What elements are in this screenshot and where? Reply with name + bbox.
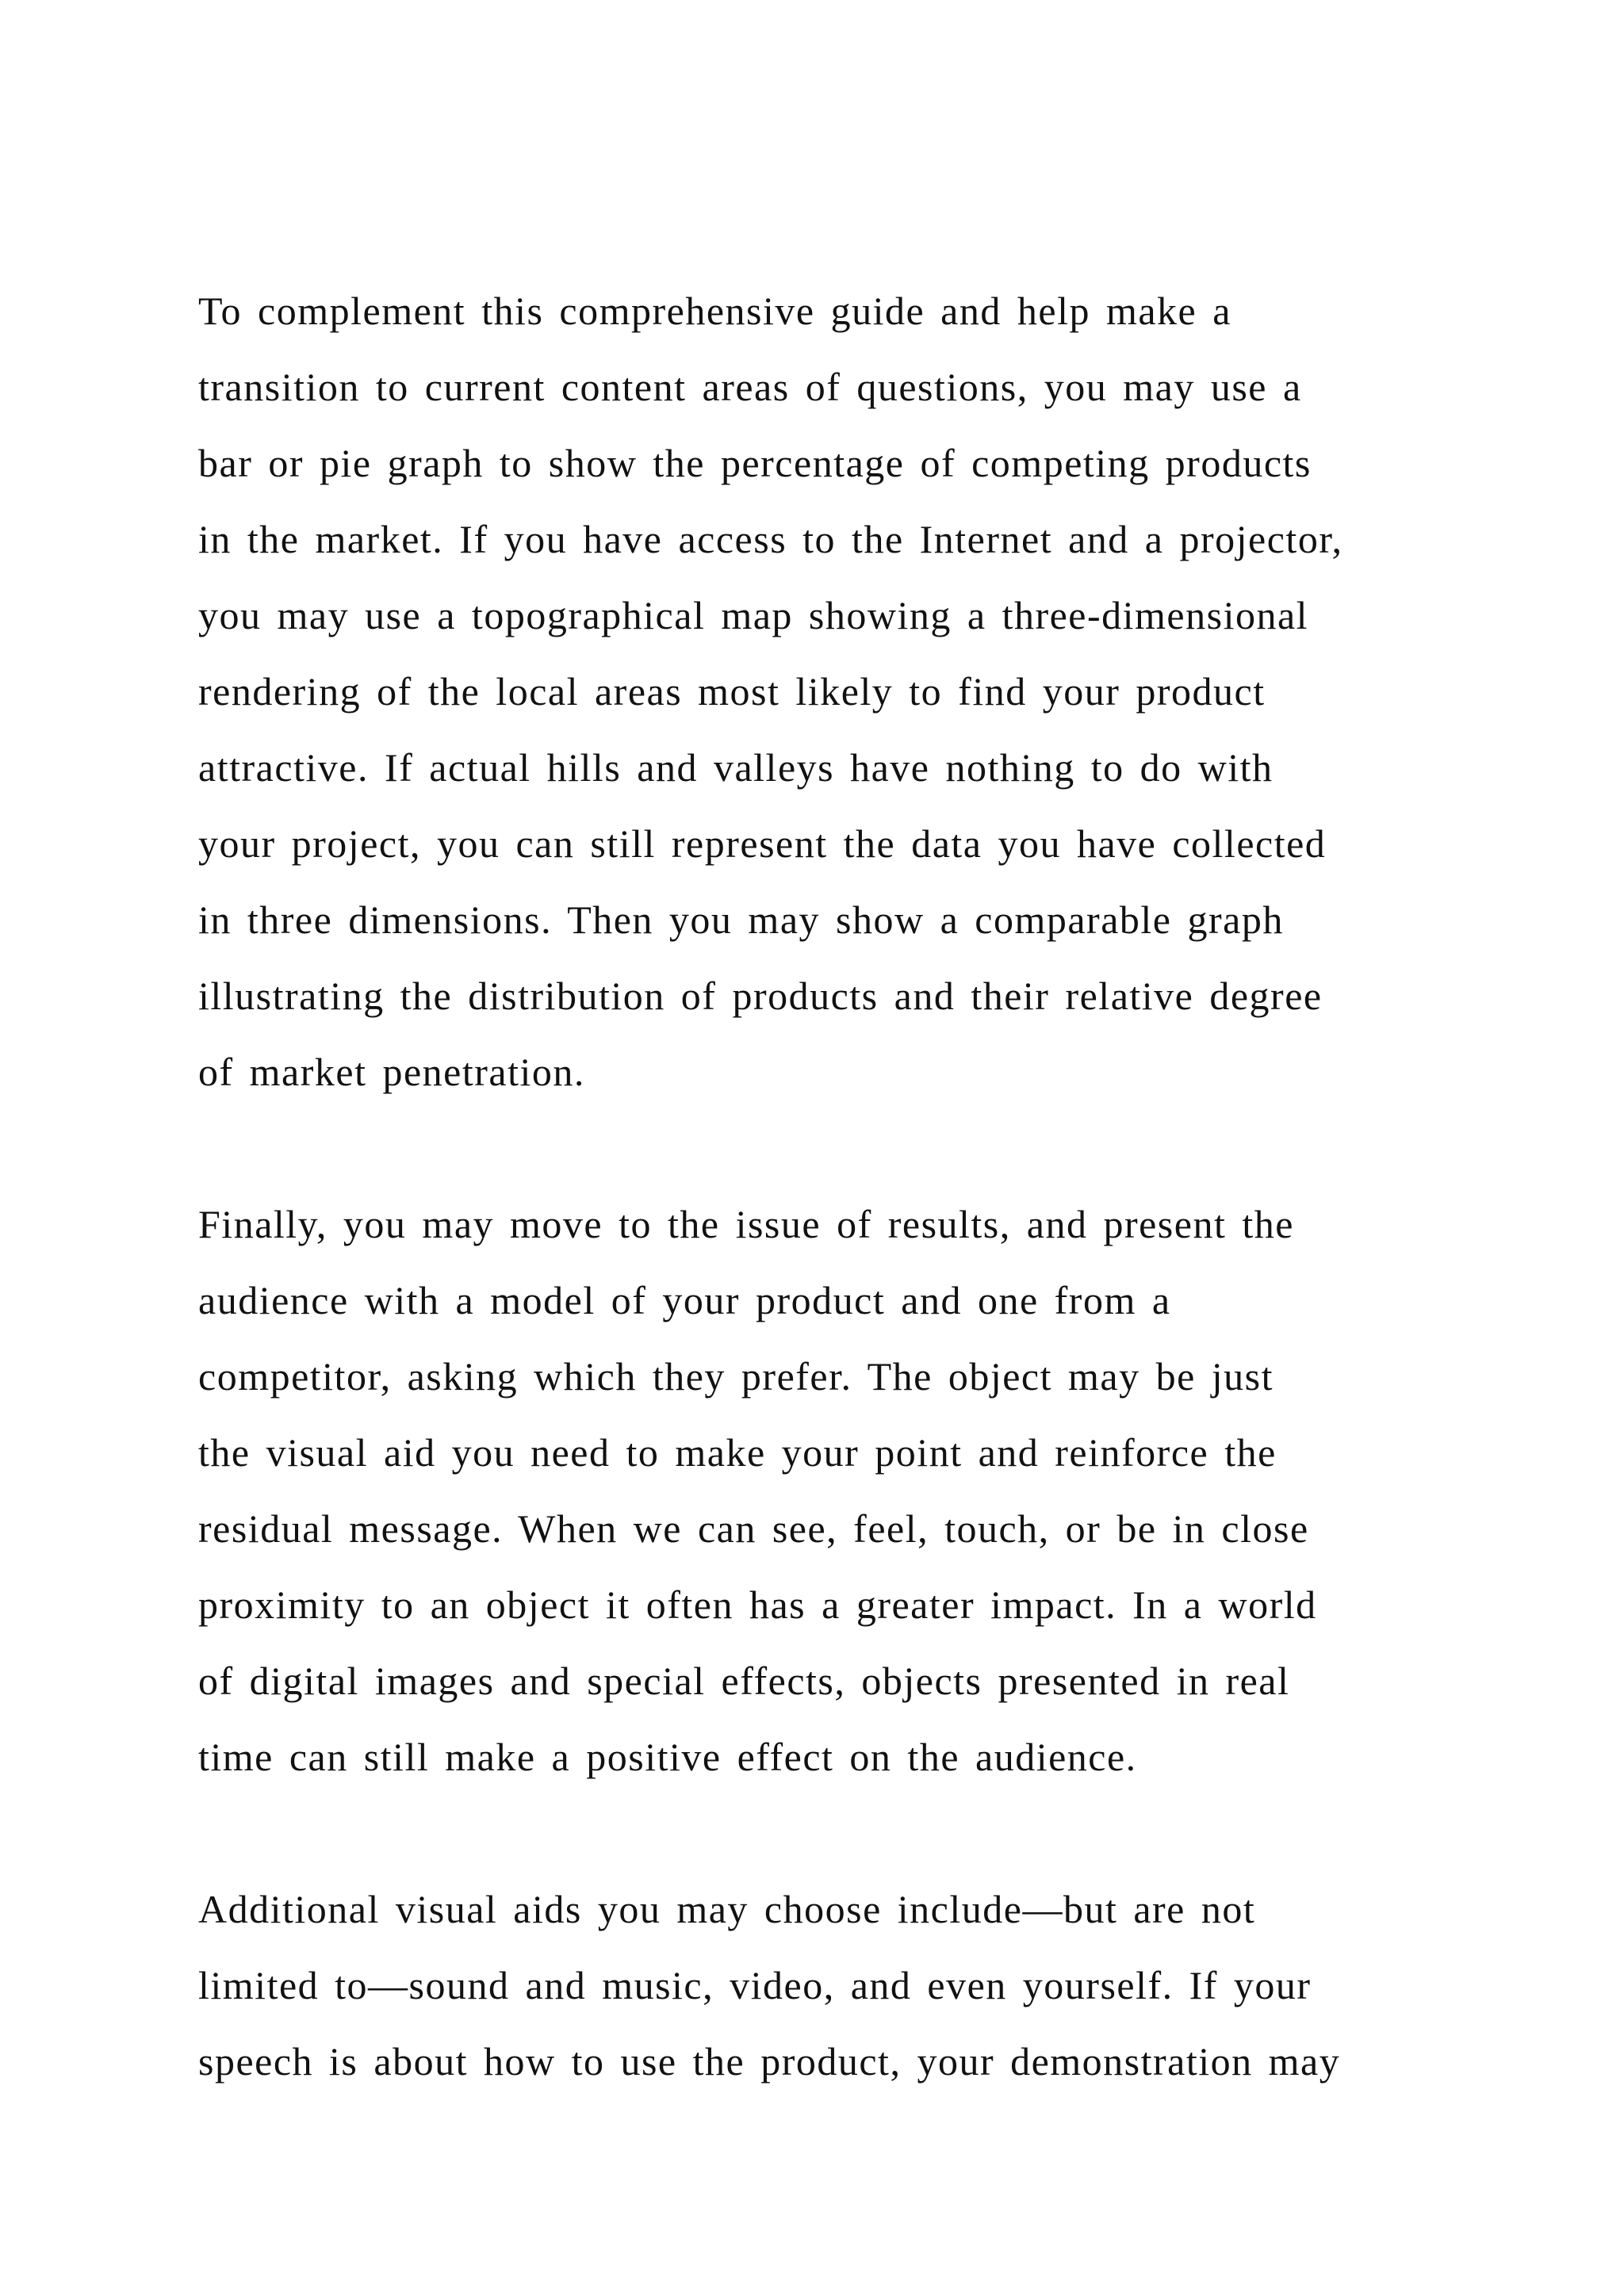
paragraph-3	[198, 1871, 1507, 2099]
text-line: speech is about how to use the product, your demonstration may	[198, 2039, 1341, 2084]
text-line: proximity to an object it often has a greater impact. In a world	[198, 1582, 1317, 1627]
text-line: of market penetration.	[198, 1050, 585, 1094]
text-line: in the market. If you have access to the Internet and a projector,	[198, 517, 1343, 561]
text-line: Finally, you may move to the issue of results, and present the	[198, 1202, 1294, 1246]
text-line: To complement this comprehensive guide and help make a	[198, 289, 1231, 333]
text-line: attractive. If actual hills and valleys have nothing to do with	[198, 745, 1274, 790]
paragraph-2	[198, 1186, 1507, 1795]
text-line: audience with a model of your product and one from a	[198, 1278, 1171, 1322]
text-line: of digital images and special effects, objects presented in real	[198, 1659, 1290, 1703]
text-line: transition to current content areas of questions, you may use a	[198, 365, 1302, 409]
text-line: bar or pie graph to show the percentage of competing products	[198, 441, 1312, 485]
text-line: residual message. When we can see, feel, touch, or be in close	[198, 1506, 1309, 1551]
text-line: Additional visual aids you may choose include—but are not	[198, 1887, 1256, 1931]
text-line: competitor, asking which they prefer. The object may be just	[198, 1354, 1274, 1399]
text-line: illustrating the distribution of products and their relative degree	[198, 974, 1323, 1018]
text-line: your project, you can still represent the data you have collected	[198, 821, 1327, 866]
text-line: rendering of the local areas most likely to find your product	[198, 669, 1266, 714]
body-text	[198, 273, 1507, 2175]
text-line: you may use a topographical map showing a three-dimensional	[198, 593, 1309, 637]
text-line: time can still make a positive effect on the audience.	[198, 1735, 1137, 1779]
text-line: limited to—sound and music, video, and even yourself. If your	[198, 1963, 1312, 2007]
text-line: the visual aid you need to make your point and reinforce the	[198, 1430, 1277, 1475]
paragraph-1	[198, 273, 1507, 1110]
text-line: in three dimensions. Then you may show a comparable graph	[198, 897, 1284, 942]
